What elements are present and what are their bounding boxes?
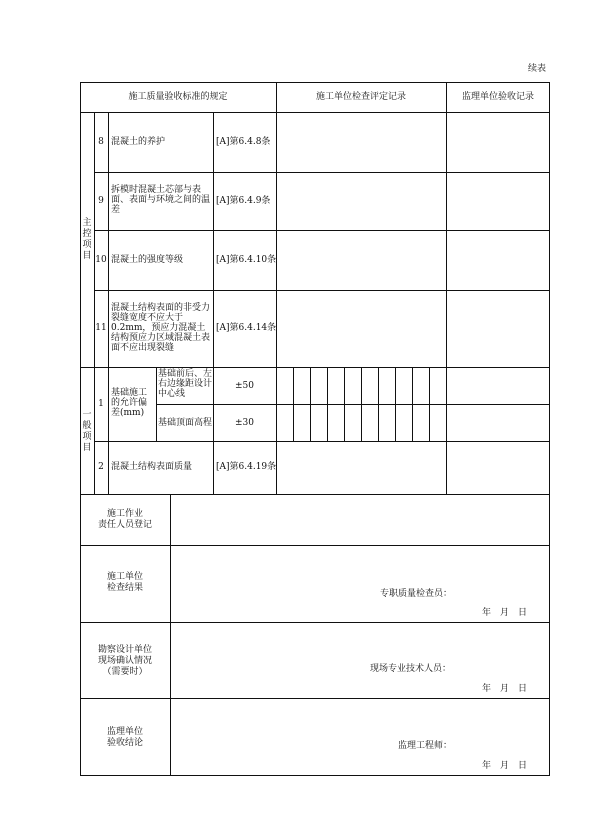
item-name: 基础施工的允许偏差(mm) — [111, 388, 148, 418]
supervision-conclusion-label: 监理单位 验收结论 — [106, 727, 143, 748]
header-construction-check: 施工单位检查评定记录 — [315, 92, 406, 102]
supervision-date-label: 年 月 日 — [482, 761, 528, 771]
construction-result-label: 施工单位 检查结果 — [106, 572, 143, 593]
survey-design-label: 勘察设计单位 现场确认情况 （需要时） — [97, 645, 152, 677]
tolerance-value: ±50 — [235, 381, 254, 391]
clause-ref: [A]第6.4.9条 — [216, 196, 271, 206]
survey-date-label: 年 月 日 — [482, 684, 528, 694]
row-number: 1 — [98, 399, 104, 409]
clause-ref: [A]第6.4.10条 — [216, 255, 277, 265]
clause-ref: [A]第6.4.19条 — [216, 462, 277, 472]
worker-registration-label: 施工作业 责任人员登记 — [97, 509, 152, 530]
supervision-signer-label: 监理工程师： — [398, 741, 453, 751]
row-number: 11 — [95, 323, 107, 333]
sub-item-name: 基础顶面高程 — [158, 418, 213, 428]
item-name: 混凝土结构表面的非受力裂缝宽度不应大于0.2mm，预应力混凝土结构预应力区域混凝土表面不应出现裂缝 — [111, 303, 211, 353]
row-number: 8 — [98, 137, 104, 147]
item-name: 混凝土的强度等级 — [111, 255, 184, 265]
construction-date-label: 年 月 日 — [482, 608, 528, 618]
general-group-label: 一 般 项 目 — [82, 410, 92, 453]
continued-label: 续表 — [528, 64, 547, 74]
construction-signer-label: 专职质量检查员： — [380, 589, 453, 599]
clause-ref: [A]第6.4.14条 — [216, 323, 277, 333]
sub-item-name: 基础前后、左右边缘距设计中心线 — [158, 369, 213, 399]
row-number: 10 — [95, 255, 107, 265]
tolerance-value: ±30 — [235, 418, 254, 428]
clause-ref: [A]第6.4.8条 — [216, 137, 271, 147]
row-number: 2 — [98, 462, 104, 472]
row-number: 9 — [98, 196, 104, 206]
item-name: 拆模时混凝土芯部与表面、表面与环境之间的温差 — [111, 185, 211, 215]
item-name: 混凝土的养护 — [111, 137, 166, 147]
header-supervision-check: 监理单位验收记录 — [461, 92, 534, 102]
header-standard: 施工质量验收标准的规定 — [128, 92, 228, 102]
item-name: 混凝土结构表面质量 — [111, 462, 193, 472]
main-control-group-label: 主 控 项 目 — [82, 218, 92, 261]
survey-signer-label: 现场专业技术人员： — [370, 664, 452, 674]
